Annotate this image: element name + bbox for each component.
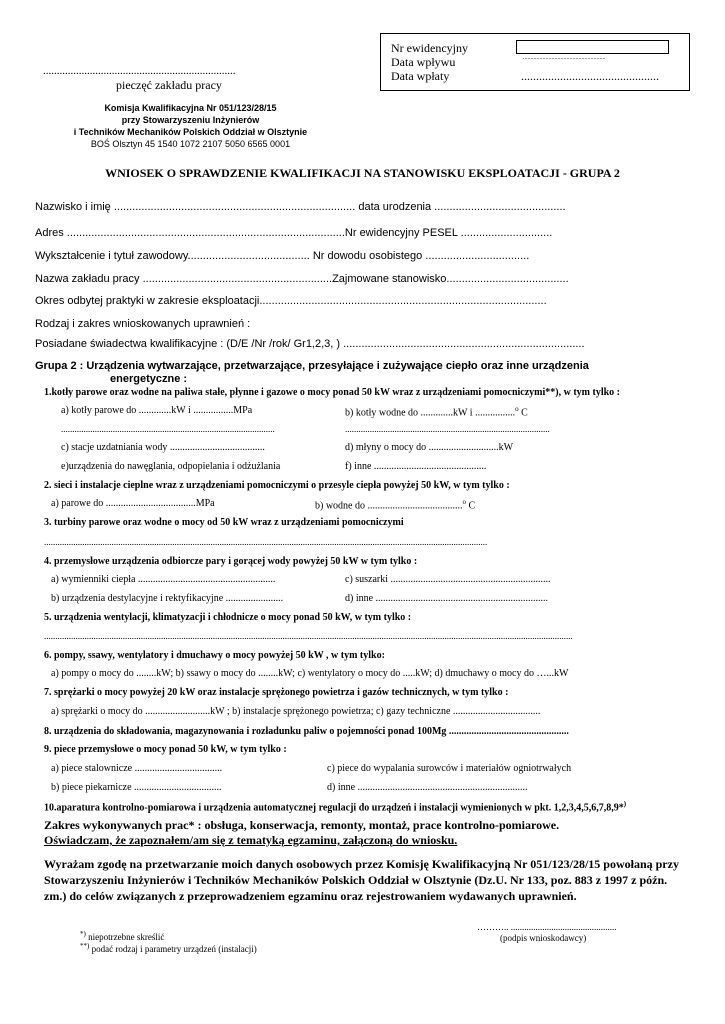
section-1-other-field[interactable]: f) inne ............................................. (345, 461, 487, 472)
section-1-heading: 1.kotły parowe oraz wodne na paliwa stałe, płynne i gazowe o mocy ponad 50 kW wraz z urządzeniami pomocniczymi**), w tym tylko : (44, 387, 620, 398)
signature-line[interactable]: ……….. ............................................... (477, 922, 617, 932)
registry-nr-label: Nr ewidencyjny (391, 41, 468, 55)
consent-line1: Wyrażam zgodę na przetwarzanie moich danych osobowych przez Komisję Kwalifikacyjną Nr 051/123/28/15 powołaną przy (44, 857, 679, 871)
section-1-dots-left[interactable]: ............................................................................................... (61, 424, 275, 434)
steam-network-field[interactable]: a) parowe do ....................................MPa (51, 498, 215, 509)
water-boilers-field[interactable]: b) kotły wodne do .............kW i ................$^o$ C (345, 405, 528, 419)
certificates-field[interactable]: Posiadane świadectwa kwalifikacyjne : (D/E /Nr /rok/ Gr1,2,3, ) ............................................................................... (35, 338, 585, 350)
workplace-field[interactable]: Nazwa zakładu pracy ..............................................................Zajmowane stanowisko........................................ (35, 273, 569, 285)
commission-line1: Komisja Kwalifikacyjna Nr 051/123/28/15 (104, 103, 277, 113)
mills-field[interactable]: d) młyny o mocy do ............................kW (345, 442, 514, 453)
section-4-heading: 4. przemysłowe urządzenia odbiorcze pary i gorącej wody powyżej 50 kW w tym tylko : (44, 556, 418, 567)
group-heading-line1: Grupa 2 : Urządzenia wytwarzające, przetwarzające, przesyłające i zużywające ciepło oraz inne urządzenia (35, 360, 589, 372)
address-field[interactable]: Adres ...........................................................................................Nr ewidencyjny PESEL .............................. (35, 227, 553, 239)
coal-handling-label: e)urządzenia do nawęglania, odpopielania i odżużlania (61, 461, 281, 472)
section-5-heading: 5. urządzenia wentylacji, klimatyzacji i chłodnicze o mocy ponad 50 kW, w tym tylko : (44, 612, 412, 623)
distillation-field[interactable]: b) urządzenia destylacyjne i rektyfikacyjne ....................... (51, 593, 284, 604)
pumps-fans-field[interactable]: a) pompy o mocy do ........kW; b) ssawy o mocy do ........kW; c) wentylatory o mocy do .....kW; d) dmuchawy o mocy do …...kW (51, 668, 569, 679)
section-3-heading: 3. turbiny parowe oraz wodne o mocy od 50 kW wraz z urządzeniami pomocniczymi (44, 517, 404, 528)
exam-declaration: Oświadczam, że zapoznałem/am się z tematyką egzaminu, załączoną do wniosku. (44, 833, 458, 847)
dryers-field[interactable]: c) suszarki ................................................................ (345, 574, 551, 585)
registry-inflow-field[interactable]: ....................................................... (523, 55, 606, 61)
stamp-label: pieczęć zakładu pracy (116, 78, 222, 92)
steel-furnaces-field[interactable]: a) piece stalownicze ................................... (51, 763, 223, 774)
practice-field[interactable]: Okres odbytej praktyki w zakresie eksploatacji.............................................................................................. (35, 295, 547, 307)
water-network-field[interactable]: b) wodne do ......................................$^o$ C (315, 498, 476, 512)
section-9-heading: 9. piece przemysłowe o mocy ponad 50 kW, w tym tylko : (44, 744, 287, 755)
section-3-dots[interactable]: ..................................................................................................................................................................................................... (44, 537, 488, 547)
name-field[interactable]: Nazwisko i imię ............................................................................... data urodzenia ........................................... (35, 201, 566, 213)
section-1-dots-right[interactable]: ........................................................................................... (345, 424, 550, 434)
registry-payment-label: Data wpłaty (391, 69, 450, 83)
kilns-label: c) piece do wypalania surowców i materiałów ogniotrwałych (327, 763, 572, 774)
footnote-1: *) niepotrzebne skreślić (80, 930, 165, 942)
commission-line2: przy Stowarzyszeniu Inżynierów (121, 115, 260, 125)
signature-label: (podpis wnioskodawcy) (500, 933, 587, 943)
scope-label: Rodzaj i zakres wnioskowanych uprawnień : (35, 318, 251, 330)
section-6-heading: 6. pompy, ssawy, wentylatory i dmuchawy o mocy powyżej 50 kW , w tym tylko: (44, 650, 385, 661)
registry-nr-field[interactable] (516, 40, 669, 54)
heat-exchangers-field[interactable]: a) wymienniki ciepła ....................................................... (51, 574, 276, 585)
works-scope: Zakres wykonywanych prac* : obsługa, konserwacja, remonty, montaż, prace kontrolno-pomiarowe. (44, 818, 560, 832)
water-treatment-field[interactable]: c) stacje uzdatniania wody ...................................... (61, 442, 265, 453)
consent-line2: Stowarzyszeniu Inżynierów i Techników Mechaników Polskich Oddział w Olsztynie (Dz.U. Nr 133, poz. 883 z 1997 z późn. (44, 873, 668, 887)
section-8-heading[interactable]: 8. urządzenia do składowania, magazynowania i rozładunku paliw o pojemności ponad 100Mg ................................................ (44, 726, 569, 737)
compressors-field[interactable]: a) sprężarki o mocy do ..........................kW ; b) instalacje sprężonego powietrza; c) gazy techniczne ................................... (51, 706, 541, 717)
section-2-heading: 2. sieci i instalacje cieplne wraz z urządzeniami pomocniczymi o przesyle ciepła powyżej 50 kW, w tym tylko : (44, 480, 510, 491)
group-heading-line2: energetyczne : (110, 373, 188, 385)
bank-account: BOŚ Olsztyn 45 1540 1072 2107 5050 6565 0001 (90, 139, 291, 149)
registry-payment-field[interactable]: .............................................. (521, 69, 659, 83)
commission-line3: i Techników Mechaników Polskich Oddział w Olsztynie (73, 127, 308, 137)
consent-line3: zm.) do celów związanych z przeprowadzeniem egzaminu oraz rejestrowaniem wydawanych uprawnień. (44, 889, 577, 903)
education-field[interactable]: Wykształcenie i tytuł zawodowy........................................ Nr dowodu osobistego .................................. (35, 250, 530, 262)
stamp-dots: ...................................................................... (43, 65, 236, 77)
steam-boilers-field[interactable]: a) kotły parowe do .............kW i ................MPa (61, 405, 253, 416)
form-title: WNIOSEK O SPRAWDZENIE KWALIFIKACJI NA STANOWISKU EKSPLOATACJI - GRUPA 2 (105, 166, 620, 180)
section-9-other-field[interactable]: d) inne .................................................................... (327, 782, 528, 793)
section-7-heading: 7. sprężarki o mocy powyżej 20 kW oraz instalacje sprężonego powietrza i gazów technicznych, w tym tylko : (44, 687, 509, 698)
bakery-ovens-field[interactable]: b) piece piekarnicze ................................... (51, 782, 222, 793)
section-4-other-field[interactable]: d) inne ..................................................................... (345, 593, 549, 604)
registry-inflow-label: Data wpływu (391, 55, 456, 69)
section-10-heading: 10.aparatura kontrolno-pomiarowa i urządzenia automatycznej regulacji do urządzeń i instalacji wymienionych w pkt. 1,2,3,4,5,6,7,8,9*) (44, 800, 627, 814)
section-5-dots[interactable]: ........................................................................................................................................................................................................................................... (44, 631, 573, 641)
footnote-2: **) podać rodzaj i parametry urządzeń (instalacji) (80, 942, 257, 954)
